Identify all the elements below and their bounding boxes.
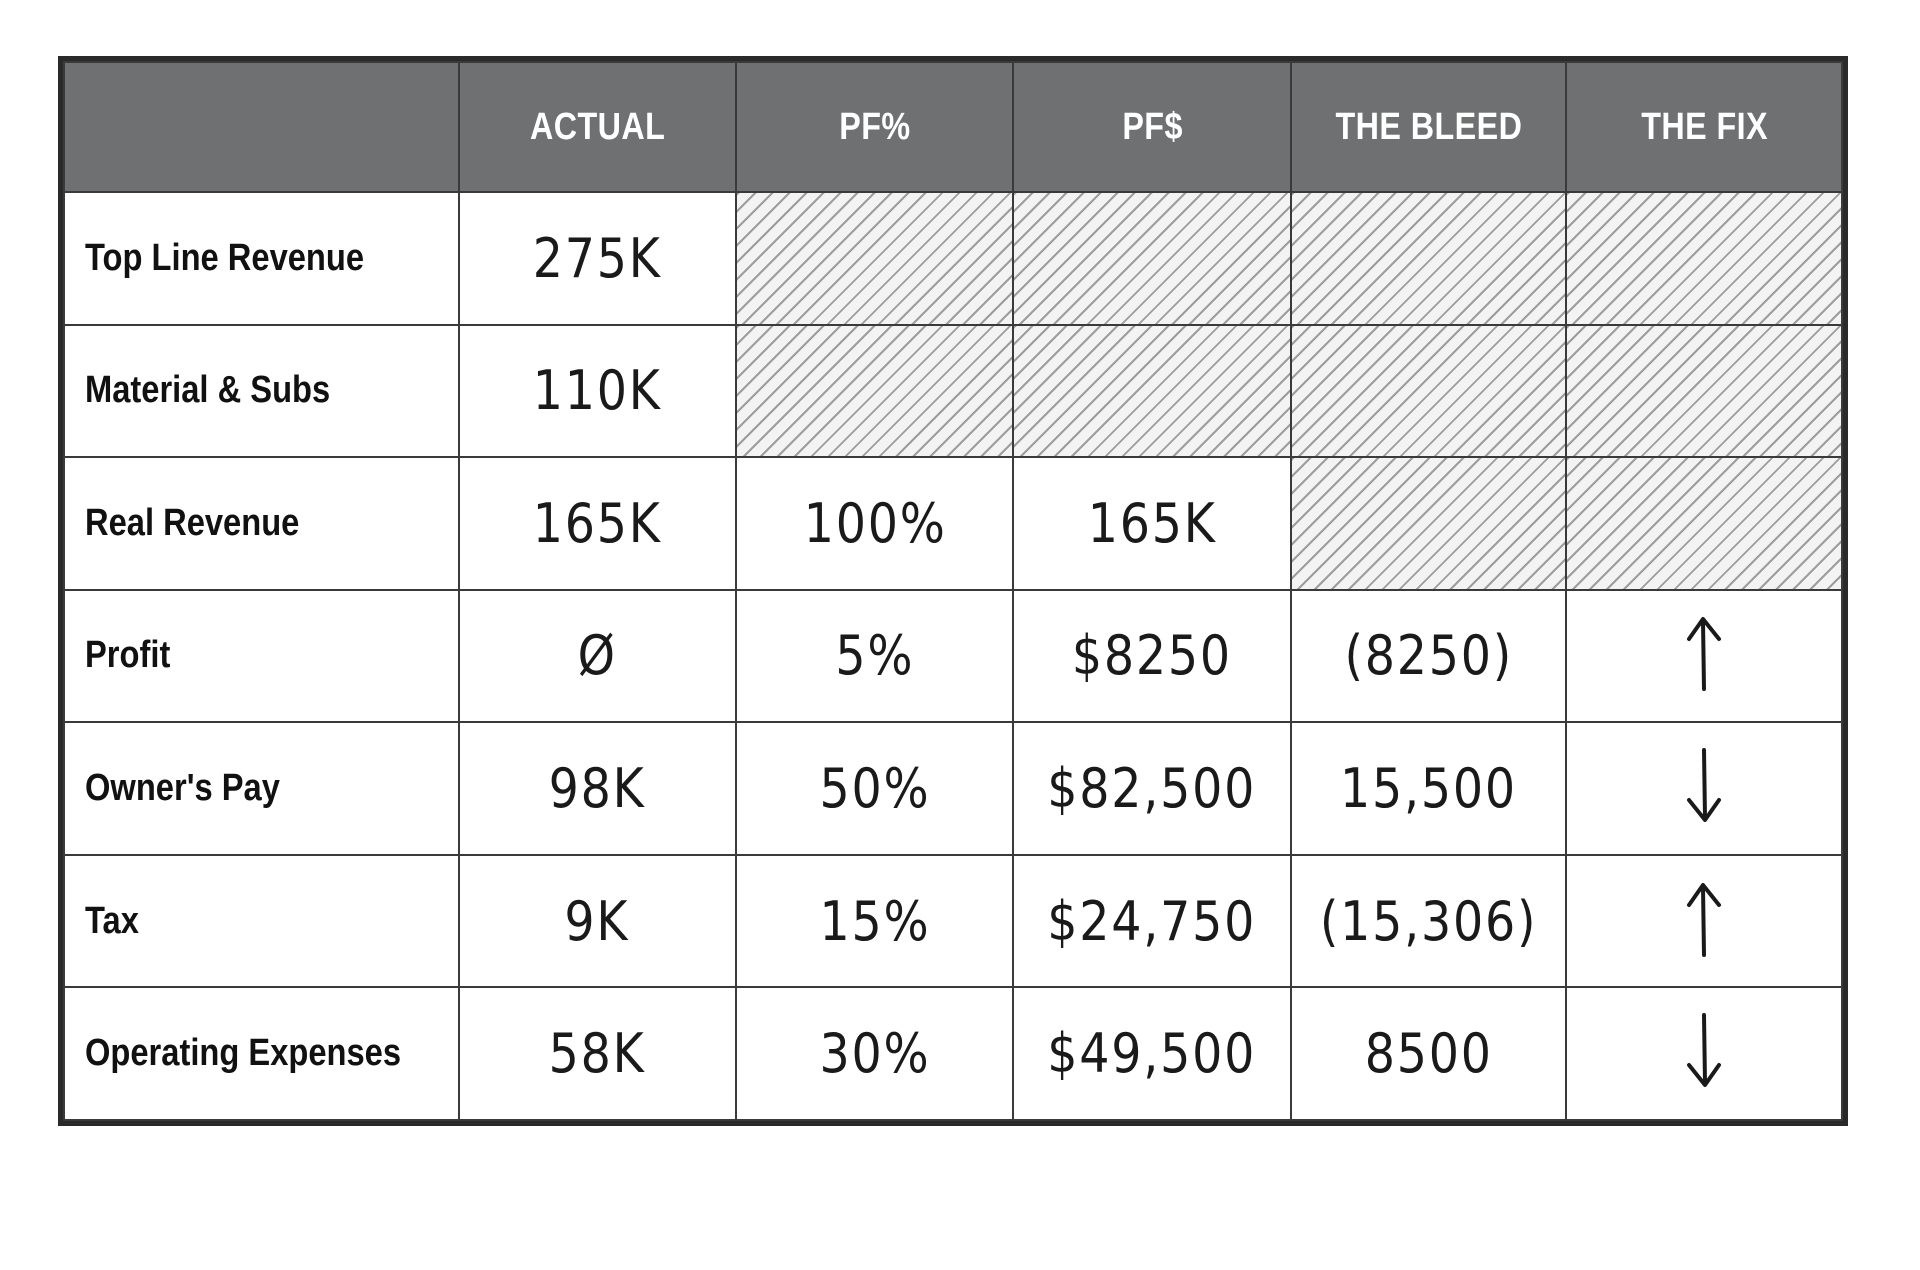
actual-cell: 98K	[459, 722, 736, 855]
pf-dollar-cell: $82,500	[1013, 722, 1290, 855]
up-arrow-icon	[1679, 680, 1729, 697]
table-row	[64, 457, 1842, 590]
header-pf-dollar: PF$	[1013, 62, 1290, 192]
actual-cell: 165K	[459, 457, 736, 590]
up-arrow-icon	[1679, 946, 1729, 963]
fix-cell	[1566, 590, 1842, 723]
fix-cell-hatched	[1566, 457, 1842, 590]
row-label: Operating Expenses	[64, 987, 459, 1120]
pf-percent-cell-hatched	[736, 325, 1013, 458]
fix-cell-hatched	[1566, 192, 1842, 325]
header-pf-percent: PF%	[736, 62, 1013, 192]
pf-dollar-cell: $8250	[1013, 590, 1290, 723]
bleed-cell: (8250)	[1291, 590, 1567, 723]
actual-cell: 110K	[459, 325, 736, 458]
table-row	[64, 192, 1842, 325]
header-the-fix: THE FIX	[1566, 62, 1842, 192]
down-arrow-icon	[1679, 813, 1729, 830]
table-body	[64, 192, 1842, 1120]
pf-percent-cell: 15%	[736, 855, 1013, 988]
fix-cell	[1566, 722, 1842, 855]
row-label: Profit	[64, 590, 459, 723]
down-arrow-icon	[1679, 1078, 1729, 1095]
header-blank	[64, 62, 459, 192]
header-actual: ACTUAL	[459, 62, 736, 192]
bleed-cell-hatched	[1291, 325, 1567, 458]
bleed-cell-hatched	[1291, 457, 1567, 590]
profit-first-worksheet	[58, 56, 1848, 1126]
pf-dollar-cell: $49,500	[1013, 987, 1290, 1120]
bleed-cell-hatched	[1291, 192, 1567, 325]
pf-percent-cell: 5%	[736, 590, 1013, 723]
pf-percent-cell: 50%	[736, 722, 1013, 855]
fix-cell-hatched	[1566, 325, 1842, 458]
actual-cell: 275K	[459, 192, 736, 325]
table-row	[64, 325, 1842, 458]
actual-cell: Ø	[459, 590, 736, 723]
pf-dollar-cell: 165K	[1013, 457, 1290, 590]
table-row	[64, 987, 1842, 1120]
bleed-cell: 8500	[1291, 987, 1567, 1120]
fix-cell	[1566, 987, 1842, 1120]
row-label: Material & Subs	[64, 325, 459, 458]
row-label: Tax	[64, 855, 459, 988]
header-row	[64, 62, 1842, 192]
table-row	[64, 722, 1842, 855]
pf-percent-cell-hatched	[736, 192, 1013, 325]
bleed-cell: (15,306)	[1291, 855, 1567, 988]
table-row	[64, 855, 1842, 988]
pf-dollar-cell-hatched	[1013, 192, 1290, 325]
row-label: Top Line Revenue	[64, 192, 459, 325]
header-the-bleed: THE BLEED	[1291, 62, 1567, 192]
table-row	[64, 590, 1842, 723]
actual-cell: 9K	[459, 855, 736, 988]
pf-percent-cell: 100%	[736, 457, 1013, 590]
pf-dollar-cell: $24,750	[1013, 855, 1290, 988]
pf-percent-cell: 30%	[736, 987, 1013, 1120]
profit-first-table	[63, 61, 1843, 1121]
row-label: Owner's Pay	[64, 722, 459, 855]
bleed-cell: 15,500	[1291, 722, 1567, 855]
row-label: Real Revenue	[64, 457, 459, 590]
pf-dollar-cell-hatched	[1013, 325, 1290, 458]
actual-cell: 58K	[459, 987, 736, 1120]
fix-cell	[1566, 855, 1842, 988]
